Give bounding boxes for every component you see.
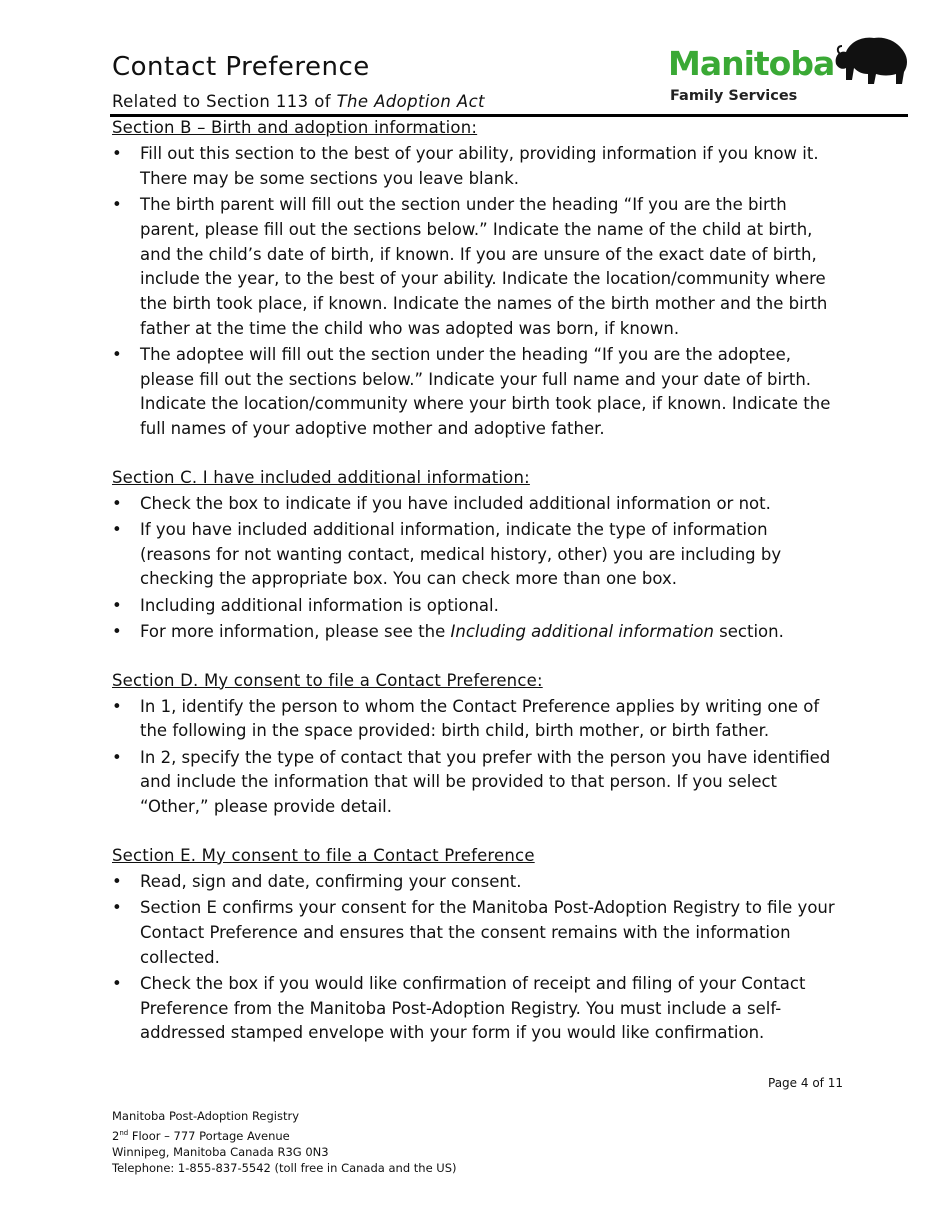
logo-wordmark: Manitoba bbox=[668, 44, 835, 83]
list-item-text: In 2, specify the type of contact that you prefer with the person you have identified and include the information that will be provided to that person. If you select “Other,” please provide detail. bbox=[140, 747, 831, 817]
manitoba-logo bbox=[666, 34, 910, 110]
list-item: • Fill out this section to the best of your ability, providing information if you know it. There may be some sections you leave blank. bbox=[112, 144, 819, 188]
list-item-text: Section E confirms your consent for the Manitoba Post-Adoption Registry to file your Contact Preference and ensures that the consent remains with the information collected. bbox=[140, 898, 835, 967]
list-item-text: Check the box to indicate if you have included additional information or not. bbox=[140, 493, 771, 513]
list-item: • The adoptee will fill out the section under the heading “If you are the adoptee, please fill out the sections below.” Indicate your full name and your date of birth. Indicate the location/community where your birth took place, if known. Indicate the full names of your adoptive mother and adoptive father. bbox=[112, 344, 831, 438]
list-item-italic: Including additional information bbox=[450, 621, 714, 641]
page-title: Contact Preference bbox=[112, 52, 370, 82]
list-item: • In 2, specify the type of contact that you prefer with the person you have identified and include the information that will be provided to that person. If you select “Other,” please provide detail. bbox=[112, 747, 831, 817]
list-item-text: The adoptee will fill out the section under the heading “If you are the adoptee, please fill out the sections below.” Indicate your full name and your date of birth. Indicate the location/community where your birth took place, if known. Indicate the full names of your adoptive mother and adoptive father. bbox=[140, 344, 831, 438]
section-b-heading: Section B – Birth and adoption information: bbox=[112, 118, 478, 137]
list-item-text: Fill out this section to the best of your ability, providing information if you know it. There may be some sections you leave blank. bbox=[140, 144, 819, 188]
list-item: • For more information, please see the Including additional information section. bbox=[112, 621, 784, 641]
section-d-heading: Section D. My consent to file a Contact Preference: bbox=[112, 670, 543, 690]
footer-address bbox=[112, 1108, 457, 1177]
section-c-heading: Section C. I have included additional information: bbox=[112, 467, 530, 487]
list-item: • Section E confirms your consent for the Manitoba Post-Adoption Registry to file your Contact Preference and ensures that the consent remains with the information collected. bbox=[112, 898, 835, 967]
list-item: • Including additional information is optional. bbox=[112, 595, 499, 615]
list-item-text: Check the box if you would like confirmation of receipt and filing of your Contact Preference from the Manitoba Post-Adoption Registry. You must include a self-addressed stamped envelope with your form if you would like confirmation. bbox=[140, 973, 806, 1043]
list-item: • If you have included additional information, indicate the type of information (reasons for not wanting contact, medical history, other) you are including by checking the appropriate box. You can check more than one box. bbox=[112, 520, 782, 589]
bison-icon bbox=[832, 34, 910, 86]
list-item: • Check the box to indicate if you have included additional information or not. bbox=[112, 493, 771, 513]
list-item: • In 1, identify the person to whom the Contact Preference applies by writing one of the following in the space provided: birth child, birth mother, or birth father. bbox=[112, 696, 820, 741]
section-d-list bbox=[112, 695, 842, 820]
footer-line1: Manitoba Post-Adoption Registry bbox=[112, 1109, 300, 1123]
list-item-suffix: section. bbox=[713, 621, 784, 641]
list-item: • Check the box if you would like confirmation of receipt and filing of your Contact Preference from the Manitoba Post-Adoption Registry. You must include a self-addressed stamped envelope with your form if you would like confirmation. bbox=[112, 973, 806, 1043]
footer-line2: 2nd Floor – 777 Portage Avenue bbox=[112, 1128, 290, 1143]
logo-subtitle: Family Services bbox=[670, 88, 798, 104]
list-item-text: The birth parent will fill out the section under the heading “If you are the birth parent, please fill out the sections below.” Indicate the name of the child at birth, and the child’s date of birth, if known. If you are unsure of the exact date of birth, include the year, to the best of your ability. Indicate the location/community where the birth took place, if known. Indicate the names of the birth mother and the birth father at the time the child who was adopted was born, if known. bbox=[140, 195, 828, 338]
list-item: • Read, sign and date, confirming your consent. bbox=[112, 871, 522, 891]
list-item-text: Including additional information is optional. bbox=[140, 595, 499, 615]
section-e-heading: Section E. My consent to file a Contact Preference bbox=[112, 845, 535, 865]
instructions-content bbox=[112, 116, 842, 1046]
page-subtitle bbox=[112, 92, 485, 111]
list-item: • The birth parent will fill out the section under the heading “If you are the birth parent, please fill out the sections below.” Indicate the name of the child at birth, and the child’s date of birth, if known. If you are unsure of the exact date of birth, include the year, to the best of your ability. Indicate the location/community where the birth took place, if known. Indicate the names of the birth mother and the birth father at the time the child who was adopted was born, if known. bbox=[112, 195, 828, 338]
page-number: Page 4 of 11 bbox=[768, 1076, 843, 1090]
section-e-list bbox=[112, 870, 842, 1046]
subtitle-prefix: Related to Section 113 of bbox=[112, 92, 337, 111]
section-b-list bbox=[112, 142, 842, 441]
list-item-text: Read, sign and date, confirming your consent. bbox=[140, 871, 522, 891]
list-item-text: In 1, identify the person to whom the Contact Preference applies by writing one of the following in the space provided: birth child, birth mother, or birth father. bbox=[140, 696, 820, 741]
subtitle-act: The Adoption Act bbox=[336, 92, 485, 111]
footer-line3: Winnipeg, Manitoba Canada R3G 0N3 bbox=[112, 1144, 329, 1159]
footer-line4: Telephone: 1-855-837-5542 (toll free in Canada and the US) bbox=[112, 1161, 457, 1176]
list-item-prefix: For more information, please see the bbox=[140, 621, 451, 641]
section-c-list bbox=[112, 492, 842, 645]
list-item-text: If you have included additional information, indicate the type of information (reasons for not wanting contact, medical history, other) you are including by checking the appropriate box. You can check more than one box. bbox=[140, 520, 782, 589]
